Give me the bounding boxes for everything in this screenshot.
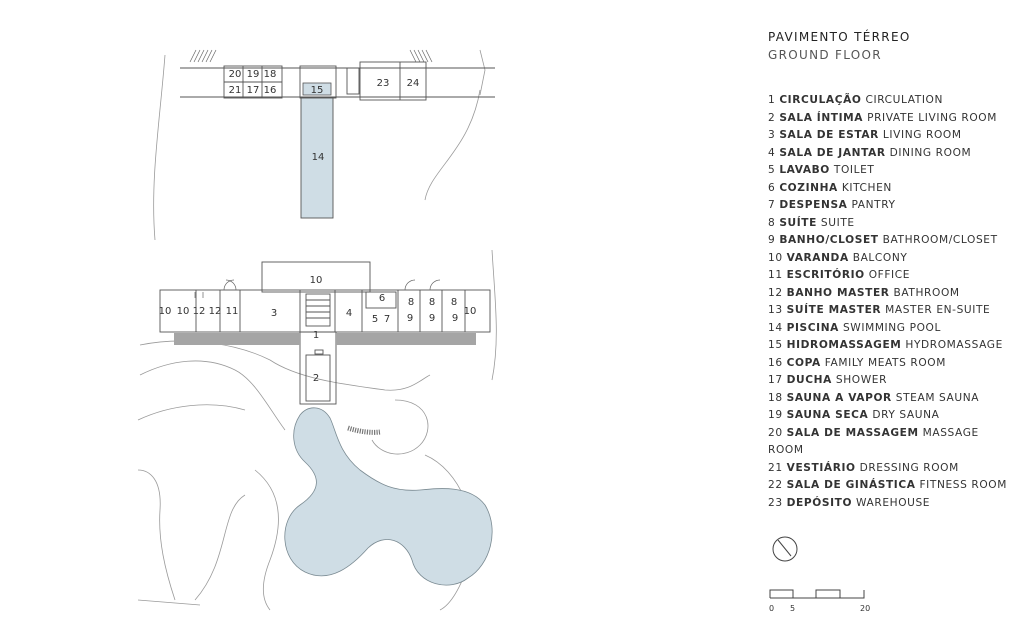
legend-item-name-pt: SUÍTE bbox=[779, 216, 817, 229]
legend-item bbox=[768, 162, 1018, 180]
legend-item-number: 9 bbox=[768, 234, 776, 246]
legend-item-name-pt: DESPENSA bbox=[779, 199, 848, 211]
legend-item-number: 1 bbox=[768, 94, 776, 106]
legend-item-name-pt: PISCINA bbox=[786, 321, 839, 334]
legend-item-number: 22 bbox=[768, 479, 783, 491]
legend-item-name-en: BALCONY bbox=[852, 251, 908, 264]
legend-item-number: 23 bbox=[768, 496, 783, 509]
legend-item bbox=[768, 495, 1018, 513]
plan-label-24: 24 bbox=[406, 78, 420, 89]
legend-item bbox=[768, 197, 1018, 215]
legend-item-number: 17 bbox=[768, 374, 783, 386]
scale-tick-20: 20 bbox=[860, 604, 871, 613]
legend-item bbox=[768, 127, 1018, 145]
legend-item-name-pt: HIDROMASSAGEM bbox=[786, 339, 902, 351]
legend-item-name-en: MASTER EN-SUITE bbox=[885, 304, 991, 316]
legend-item-number: 8 bbox=[768, 216, 776, 229]
legend-item-name-pt: SAUNA A VAPOR bbox=[786, 391, 892, 404]
curved-walkway bbox=[348, 428, 380, 432]
legend-item-name-en: WAREHOUSE bbox=[856, 496, 931, 509]
legend-item bbox=[768, 355, 1018, 373]
legend-item-number: 20 bbox=[768, 426, 783, 439]
legend-item-name-en: PANTRY bbox=[851, 199, 896, 211]
plan-label-23: 23 bbox=[376, 78, 390, 89]
legend-item-name-pt: CIRCULAÇÃO bbox=[779, 94, 862, 106]
legend-title-en: GROUND FLOOR bbox=[768, 48, 882, 62]
legend-item bbox=[768, 425, 1018, 460]
legend-item-number: 21 bbox=[768, 461, 783, 474]
legend-item-name-en: BATHROOM/CLOSET bbox=[882, 234, 998, 246]
legend-item bbox=[768, 232, 1018, 250]
legend-item bbox=[768, 407, 1018, 425]
plan-label-15: 15 bbox=[310, 85, 324, 96]
plan-label-21: 21 bbox=[228, 85, 242, 96]
plan-label-9-b: 9 bbox=[428, 313, 436, 324]
scale-tick-5: 5 bbox=[790, 604, 796, 613]
legend-panel bbox=[768, 30, 1018, 512]
legend-item bbox=[768, 285, 1018, 303]
legend-item-name-en: PRIVATE LIVING ROOM bbox=[867, 111, 997, 124]
plan-label-10-top: 10 bbox=[309, 275, 323, 286]
spa-block bbox=[180, 62, 495, 100]
plan-label-7: 7 bbox=[383, 314, 391, 325]
legend-item-name-pt: VARANDA bbox=[786, 251, 849, 264]
legend-item-name-pt: SALA DE JANTAR bbox=[779, 146, 886, 159]
legend-item-name-en: SUITE bbox=[820, 216, 855, 229]
legend-item bbox=[768, 180, 1018, 198]
legend-item-number: 14 bbox=[768, 321, 783, 334]
legend-item bbox=[768, 460, 1018, 478]
legend-item bbox=[768, 390, 1018, 408]
legend-item-name-en: FAMILY MEATS ROOM bbox=[824, 356, 946, 369]
legend-item-number: 11 bbox=[768, 269, 783, 281]
legend-item-name-en: HYDROMASSAGE bbox=[905, 339, 1003, 351]
plan-label-2: 2 bbox=[312, 373, 320, 384]
legend-item-number: 2 bbox=[768, 111, 776, 124]
north-arrow-icon bbox=[770, 534, 800, 564]
legend-item-number: 7 bbox=[768, 199, 776, 211]
legend-item-number: 16 bbox=[768, 356, 783, 369]
legend-item-name-pt: ESCRITÓRIO bbox=[786, 269, 865, 281]
legend-item-name-pt: COPA bbox=[786, 356, 821, 369]
upper-stair-marks bbox=[190, 50, 432, 62]
legend-item-number: 10 bbox=[768, 251, 783, 264]
legend-item-number: 5 bbox=[768, 164, 776, 176]
terrace-east bbox=[336, 333, 476, 345]
scale-bar bbox=[768, 580, 878, 620]
legend-item-name-en: CIRCULATION bbox=[865, 94, 944, 106]
legend-title-pt: PAVIMENTO TÉRREO bbox=[768, 30, 911, 44]
plan-label-10-a: 10 bbox=[158, 306, 172, 317]
legend-item-number: 13 bbox=[768, 304, 783, 316]
legend-item-number: 6 bbox=[768, 181, 776, 194]
plan-label-20: 20 bbox=[228, 69, 242, 80]
legend-item bbox=[768, 372, 1018, 390]
legend-item-name-en: DINING ROOM bbox=[889, 146, 972, 159]
legend-item-name-en: KITCHEN bbox=[841, 181, 892, 194]
legend-item-name-pt: SALA DE GINÁSTICA bbox=[786, 479, 916, 491]
legend-item-name-en: STEAM SAUNA bbox=[895, 391, 980, 404]
legend-item-name-pt: SUÍTE MASTER bbox=[786, 304, 882, 316]
legend-item-name-en: MASSAGE ROOM bbox=[768, 426, 979, 456]
legend-item-name-pt: DEPÓSITO bbox=[786, 496, 853, 509]
legend-item-name-pt: SALA DE MASSAGEM bbox=[786, 426, 919, 439]
legend-item-name-pt: BANHO/CLOSET bbox=[779, 234, 879, 246]
legend-item bbox=[768, 320, 1018, 338]
terrace-west bbox=[174, 333, 300, 345]
legend-item-name-pt: SALA DE ESTAR bbox=[779, 129, 879, 141]
plan-label-8-b: 8 bbox=[428, 297, 436, 308]
legend-item-number: 12 bbox=[768, 286, 783, 299]
plan-label-17: 17 bbox=[246, 85, 260, 96]
legend-item bbox=[768, 215, 1018, 233]
plan-label-8-a: 8 bbox=[407, 297, 415, 308]
plan-label-4: 4 bbox=[345, 308, 353, 319]
legend-item-name-en: LIVING ROOM bbox=[882, 129, 962, 141]
legend-item-name-en: DRY SAUNA bbox=[872, 409, 940, 421]
legend-item bbox=[768, 267, 1018, 285]
legend-item-name-pt: DUCHA bbox=[786, 374, 832, 386]
plan-label-12-a: 12 bbox=[192, 306, 206, 317]
legend-item-name-pt: BANHO MASTER bbox=[786, 286, 890, 299]
legend-item-number: 3 bbox=[768, 129, 776, 141]
legend-item bbox=[768, 110, 1018, 128]
legend-item-number: 19 bbox=[768, 409, 783, 421]
plan-label-3: 3 bbox=[270, 308, 278, 319]
legend-item bbox=[768, 250, 1018, 268]
plan-label-6: 6 bbox=[378, 293, 386, 304]
legend-list bbox=[768, 92, 1018, 512]
legend-item bbox=[768, 337, 1018, 355]
plan-label-8-c: 8 bbox=[450, 297, 458, 308]
legend-item-name-pt: VESTIÁRIO bbox=[786, 461, 856, 474]
plan-label-18: 18 bbox=[263, 69, 277, 80]
legend-item-name-pt: COZINHA bbox=[779, 181, 838, 194]
plan-label-14: 14 bbox=[311, 152, 325, 163]
legend-item bbox=[768, 302, 1018, 320]
legend-item-name-en: BATHROOM bbox=[893, 286, 960, 299]
legend-item-name-pt: SALA ÍNTIMA bbox=[779, 111, 864, 124]
legend-item-name-en: SHOWER bbox=[835, 374, 888, 386]
legend-item-name-en: OFFICE bbox=[868, 269, 911, 281]
plan-label-10-b: 10 bbox=[176, 306, 190, 317]
plan-label-12-b: 12 bbox=[208, 306, 222, 317]
legend-item-name-en: DRESSING ROOM bbox=[859, 461, 959, 474]
plan-label-9-c: 9 bbox=[451, 313, 459, 324]
legend-item-number: 15 bbox=[768, 339, 783, 351]
lake bbox=[285, 408, 492, 585]
legend-item-name-en: FITNESS ROOM bbox=[919, 479, 1007, 491]
legend-item-name-pt: LAVABO bbox=[779, 164, 830, 176]
plan-label-19: 19 bbox=[246, 69, 260, 80]
legend-item bbox=[768, 92, 1018, 110]
legend-item-name-pt: SAUNA SECA bbox=[786, 409, 869, 421]
plan-label-5: 5 bbox=[371, 314, 379, 325]
scale-tick-0: 0 bbox=[769, 604, 775, 613]
legend-item bbox=[768, 477, 1018, 495]
legend-item-name-en: SWIMMING POOL bbox=[842, 321, 941, 334]
plan-label-10-c: 10 bbox=[463, 306, 477, 317]
plan-label-16: 16 bbox=[263, 85, 277, 96]
legend-item-name-en: TOILET bbox=[833, 164, 875, 176]
plan-label-9-a: 9 bbox=[406, 313, 414, 324]
legend-item-number: 18 bbox=[768, 391, 783, 404]
legend-item bbox=[768, 145, 1018, 163]
plan-label-1: 1 bbox=[312, 330, 320, 341]
plan-label-11: 11 bbox=[225, 306, 239, 317]
legend-item-number: 4 bbox=[768, 146, 776, 159]
